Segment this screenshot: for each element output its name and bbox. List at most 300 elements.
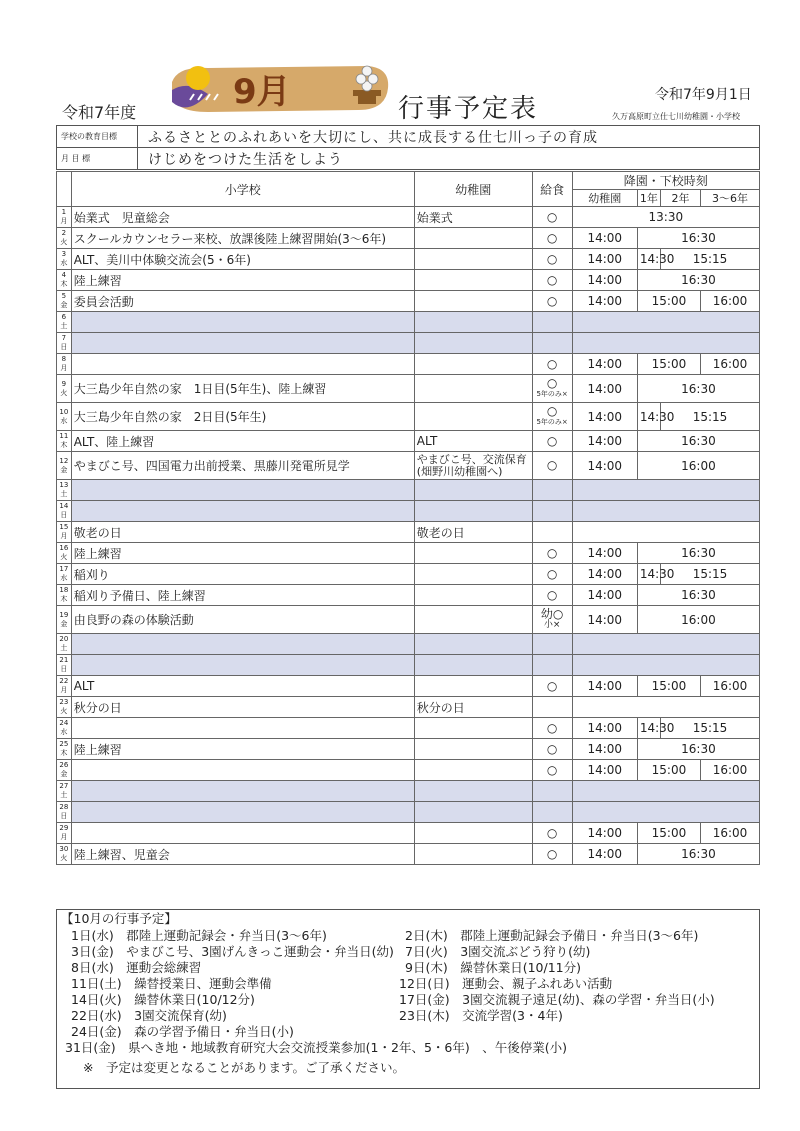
- lunch-cell: [532, 585, 572, 606]
- dismissal-time-kinder: 14:00: [572, 375, 637, 403]
- kindergarten-event-text: ALT: [416, 434, 438, 448]
- elementary-event: [71, 312, 414, 333]
- day-number: 29: [59, 824, 69, 832]
- weekday: 金: [60, 301, 68, 309]
- dismissal-g1-header: 1年: [637, 190, 660, 207]
- schedule-row: [57, 781, 760, 802]
- elementary-event: ALT、陸上練習: [71, 431, 414, 452]
- date-cell: [57, 354, 72, 375]
- elementary-event: 稲刈り予備日、陸上練習: [71, 585, 414, 606]
- lunch-mark: ○: [546, 251, 558, 266]
- weekday: 月: [60, 217, 68, 225]
- weekday: 水: [60, 728, 68, 736]
- lunch-note: 5年のみ×: [536, 417, 568, 426]
- elementary-header: 小学校: [71, 172, 414, 207]
- kindergarten-event: [414, 431, 532, 452]
- lunch-cell: [532, 634, 572, 655]
- date-header: [57, 172, 72, 207]
- kindergarten-event: [414, 501, 532, 522]
- lunch-cell: [532, 480, 572, 501]
- elementary-event: やまびこ号、四国電力出前授業、黒藤川発電所見学: [71, 452, 414, 480]
- date-cell: [57, 522, 72, 543]
- elementary-event: [71, 354, 414, 375]
- dismissal-time-g1: 14:30: [637, 249, 660, 270]
- date-cell: [57, 823, 72, 844]
- schedule-row: [57, 480, 760, 501]
- weekday: 金: [60, 770, 68, 778]
- date-cell: [57, 431, 72, 452]
- schedule-row: [57, 718, 760, 739]
- schedule-body: [57, 207, 760, 865]
- lunch-cell: [532, 431, 572, 452]
- elementary-event: 秋分の日: [71, 697, 414, 718]
- october-event: 31日(金) 県へき地・地域教育研究大会交流授業参加(1・2年、5・6年) 、午後停業(小): [65, 1040, 567, 1055]
- lunch-note: 小×: [543, 619, 561, 630]
- dismissal-time-grades: 16:00: [637, 452, 759, 480]
- dismissal-kinder-header: 幼稚園: [572, 190, 637, 207]
- day-number: 28: [59, 803, 69, 811]
- dismissal-time-grades: 16:30: [637, 543, 759, 564]
- dismissal-time-grades: 16:30: [637, 739, 759, 760]
- lunch-mark: 幼○: [540, 606, 564, 621]
- weekday: 月: [60, 833, 68, 841]
- elementary-event: 委員会活動: [71, 291, 414, 312]
- weekday: 土: [60, 490, 68, 498]
- dismissal-time-g26: 15:15: [661, 249, 760, 270]
- elementary-event: 大三島少年自然の家 2日目(5年生): [71, 403, 414, 431]
- dismissal-time-kinder: 14:00: [572, 823, 637, 844]
- dismissal-g2-header: 2年: [661, 190, 701, 207]
- weekday: 火: [60, 553, 68, 561]
- october-event: 14日(火) 繰替休業日(10/12分): [71, 992, 255, 1007]
- weekday: 火: [60, 854, 68, 862]
- schedule-row: [57, 655, 760, 676]
- day-number: 7: [61, 334, 67, 342]
- kindergarten-event: [414, 697, 532, 718]
- schedule-row: [57, 312, 760, 333]
- dismissal-time-grades: 16:30: [637, 270, 759, 291]
- weekday: 木: [60, 441, 68, 449]
- october-event: 11日(土) 繰替授業日、運動会準備: [71, 976, 272, 991]
- kindergarten-event: [414, 606, 532, 634]
- weekday: 木: [60, 280, 68, 288]
- month-title: 9月: [233, 72, 291, 112]
- lunch-cell: [532, 760, 572, 781]
- dismissal-time-kinder: 14:00: [572, 431, 637, 452]
- kindergarten-event: [414, 403, 532, 431]
- day-number: 16: [59, 544, 69, 552]
- lunch-cell: [532, 564, 572, 585]
- day-number: 3: [61, 250, 67, 258]
- lunch-mark: ○: [546, 458, 558, 472]
- dismissal-time-grades: 16:30: [637, 228, 759, 249]
- october-event: 9日(木) 繰替休業日(10/11分): [405, 960, 581, 975]
- schedule-row: [57, 802, 760, 823]
- month-goal: けじめをつけた生活をしよう: [138, 148, 760, 170]
- dismissal-g36-header: 3～6年: [700, 190, 759, 207]
- lunch-note: 5年のみ×: [536, 389, 568, 398]
- kindergarten-event: [414, 228, 532, 249]
- dismissal-time-g12: 15:00: [637, 760, 700, 781]
- weekday: 土: [60, 644, 68, 652]
- lunch-cell: [532, 781, 572, 802]
- dismissal-time-grades: 16:30: [637, 844, 759, 865]
- lunch-cell: [532, 718, 572, 739]
- dismissal-time-kinder: 14:00: [572, 676, 637, 697]
- october-event: 7日(火) 3園交流ぶどう狩り(幼): [405, 944, 591, 959]
- lunch-mark: ○: [546, 846, 558, 861]
- date-cell: [57, 312, 72, 333]
- lunch-mark: ○: [546, 230, 558, 245]
- weekday: 日: [60, 812, 68, 820]
- day-number: 18: [59, 586, 69, 594]
- kindergarten-event: [414, 543, 532, 564]
- date-cell: [57, 501, 72, 522]
- elementary-event: 大三島少年自然の家 1日目(5年生)、陸上練習: [71, 375, 414, 403]
- schedule-row: [57, 431, 760, 452]
- elementary-event: [71, 480, 414, 501]
- schedule-row: [57, 291, 760, 312]
- elementary-event: [71, 760, 414, 781]
- day-number: 26: [59, 761, 69, 769]
- elementary-event: ALT: [71, 676, 414, 697]
- lunch-cell: [532, 501, 572, 522]
- day-number: 5: [61, 292, 67, 300]
- dismissal-time-kinder: 14:00: [572, 606, 637, 634]
- dismissal-time-g36: 16:00: [700, 760, 759, 781]
- lunch-cell: [532, 543, 572, 564]
- weekday: 月: [60, 364, 68, 372]
- date-cell: [57, 375, 72, 403]
- october-event: 23日(木) 交流学習(3・4年): [399, 1008, 563, 1023]
- lunch-cell: [532, 249, 572, 270]
- elementary-event: [71, 655, 414, 676]
- day-number: 15: [59, 523, 69, 531]
- dismissal-time-kinder: 14:00: [572, 354, 637, 375]
- kindergarten-header: 幼稚園: [414, 172, 532, 207]
- dismissal-time-g36: 16:00: [700, 291, 759, 312]
- date-cell: [57, 291, 72, 312]
- page-title: 行事予定表: [398, 94, 539, 124]
- weekday: 月: [60, 686, 68, 694]
- elementary-event: スクールカウンセラー来校、放課後陸上練習開始(3～6年): [71, 228, 414, 249]
- elementary-event: 稲刈り: [71, 564, 414, 585]
- dismissal-time-g36: 16:00: [700, 676, 759, 697]
- weekday: 土: [60, 322, 68, 330]
- weekday: 月: [60, 532, 68, 540]
- lunch-cell: [532, 403, 572, 431]
- kindergarten-event-sub: (畑野川幼稚園へ): [416, 464, 503, 478]
- weekday: 水: [60, 259, 68, 267]
- change-notice: ※ 予定は変更となることがあります。ご了承ください。: [83, 1060, 405, 1075]
- dismissal-time-g12: 15:00: [637, 291, 700, 312]
- lunch-cell: [532, 291, 572, 312]
- dismissal-time-g26: 15:15: [661, 718, 760, 739]
- kindergarten-event: [414, 249, 532, 270]
- lunch-mark: ○: [546, 433, 558, 448]
- lunch-cell: [532, 739, 572, 760]
- document-date: 令和7年9月1日: [655, 87, 752, 103]
- weekday: 日: [60, 511, 68, 519]
- dismissal-time-empty: [572, 634, 759, 655]
- kindergarten-event: [414, 823, 532, 844]
- day-number: 1: [61, 208, 67, 216]
- date-cell: [57, 655, 72, 676]
- lunch-mark: ○: [546, 545, 558, 560]
- kindergarten-event: [414, 739, 532, 760]
- day-number: 23: [59, 698, 69, 706]
- date-cell: [57, 543, 72, 564]
- dismissal-time-grades: 16:00: [637, 606, 759, 634]
- date-cell: [57, 564, 72, 585]
- lunch-cell: [532, 270, 572, 291]
- october-events: [56, 909, 760, 1089]
- schedule-row: [57, 634, 760, 655]
- schedule-row: [57, 585, 760, 606]
- lunch-mark: ○: [546, 209, 558, 224]
- day-number: 21: [59, 656, 69, 664]
- kindergarten-event: [414, 844, 532, 865]
- lunch-cell: [532, 655, 572, 676]
- dismissal-time-g12: 15:00: [637, 354, 700, 375]
- dismissal-time-g36: 16:00: [700, 354, 759, 375]
- kindergarten-event: [414, 655, 532, 676]
- date-cell: [57, 634, 72, 655]
- schedule-row: [57, 760, 760, 781]
- schedule-row: [57, 697, 760, 718]
- schedule-row: [57, 564, 760, 585]
- dismissal-time-empty: [572, 312, 759, 333]
- day-number: 25: [59, 740, 69, 748]
- lunch-mark: ○: [546, 293, 558, 308]
- weekday: 金: [60, 619, 68, 628]
- day-number: 2: [61, 229, 67, 237]
- elementary-event: [71, 333, 414, 354]
- elementary-event: [71, 634, 414, 655]
- elementary-event: [71, 802, 414, 823]
- day-number: 14: [59, 502, 69, 510]
- october-event: 8日(水) 運動会総練習: [71, 960, 202, 975]
- dismissal-time-grades: 16:30: [637, 375, 759, 403]
- school-name: 久万高原町立仕七川幼稚園・小学校: [612, 112, 740, 121]
- kindergarten-event: [414, 333, 532, 354]
- elementary-event: 陸上練習: [71, 543, 414, 564]
- dismissal-time-grades: 16:30: [637, 585, 759, 606]
- lunch-cell: [532, 354, 572, 375]
- dismissal-time-g36: 16:00: [700, 823, 759, 844]
- dismissal-time-empty: [572, 655, 759, 676]
- date-cell: [57, 718, 72, 739]
- kindergarten-event: [414, 207, 532, 228]
- schedule-row: [57, 606, 760, 634]
- october-event: 3日(金) やまびこ号、3園げんきっこ運動会・弁当日(幼): [71, 944, 394, 959]
- elementary-event: [71, 718, 414, 739]
- elementary-event: 陸上練習、児童会: [71, 844, 414, 865]
- schedule-row: [57, 207, 760, 228]
- goals-table: [56, 125, 760, 170]
- day-number: 27: [59, 782, 69, 790]
- dismissal-time-empty: [572, 802, 759, 823]
- lunch-cell: [532, 844, 572, 865]
- elementary-event: [71, 501, 414, 522]
- kindergarten-event: [414, 480, 532, 501]
- date-cell: [57, 452, 72, 480]
- date-cell: [57, 844, 72, 865]
- dismissal-time-empty: [572, 501, 759, 522]
- dismissal-time: 13:30: [572, 207, 759, 228]
- lunch-mark: ○: [546, 825, 558, 840]
- day-number: 30: [59, 845, 69, 853]
- kindergarten-event: [414, 291, 532, 312]
- dismissal-time-kinder: 14:00: [572, 291, 637, 312]
- day-number: 12: [59, 456, 69, 465]
- schedule-row: [57, 249, 760, 270]
- school-goal: ふるさととのふれあいを大切にし、共に成長する仕七川っ子の育成: [138, 126, 760, 148]
- date-cell: [57, 802, 72, 823]
- date-cell: [57, 676, 72, 697]
- kindergarten-event-text: 敬老の日: [416, 525, 465, 540]
- october-event: 17日(金) 3園交流親子遠足(幼)、森の学習・弁当日(小): [399, 992, 715, 1007]
- weekday: 日: [60, 343, 68, 351]
- schedule-row: [57, 452, 760, 480]
- school-goal-label: 学校の教育目標: [57, 126, 138, 148]
- lunch-mark: ○: [546, 403, 558, 418]
- kindergarten-event: [414, 585, 532, 606]
- day-number: 4: [61, 271, 67, 279]
- day-number: 20: [59, 635, 69, 643]
- dismissal-time-kinder: 14:00: [572, 270, 637, 291]
- date-cell: [57, 207, 72, 228]
- october-event: 2日(木) 郡陸上運動記録会予備日・弁当日(3～6年): [405, 928, 699, 943]
- month-goal-label: 月 目 標: [57, 148, 138, 170]
- weekday: 日: [60, 665, 68, 673]
- date-cell: [57, 760, 72, 781]
- kindergarten-event: [414, 718, 532, 739]
- weekday: 火: [60, 388, 68, 397]
- lunch-mark: ○: [546, 741, 558, 756]
- dismissal-time-kinder: 14:00: [572, 452, 637, 480]
- kindergarten-event: [414, 802, 532, 823]
- elementary-event: 由良野の森の体験活動: [71, 606, 414, 634]
- dismissal-time-empty: [572, 697, 759, 718]
- date-cell: [57, 480, 72, 501]
- lunch-cell: [532, 802, 572, 823]
- kindergarten-event-text: 秋分の日: [416, 700, 465, 715]
- october-heading: 【10月の行事予定】: [61, 911, 177, 926]
- day-number: 10: [59, 407, 69, 416]
- kindergarten-event: [414, 676, 532, 697]
- lunch-cell: [532, 676, 572, 697]
- dismissal-time-g12: 15:00: [637, 676, 700, 697]
- date-cell: [57, 606, 72, 634]
- elementary-event: ALT、美川中体験交流会(5・6年): [71, 249, 414, 270]
- elementary-event: 始業式 児童総会: [71, 207, 414, 228]
- dismissal-header: 降園・下校時刻: [572, 172, 759, 190]
- day-number: 22: [59, 677, 69, 685]
- october-event: 1日(水) 郡陸上運動記録会・弁当日(3～6年): [71, 928, 327, 943]
- lunch-cell: [532, 333, 572, 354]
- schedule-row: [57, 228, 760, 249]
- dismissal-time-g26: 15:15: [661, 564, 760, 585]
- lunch-mark: ○: [546, 720, 558, 735]
- dismissal-time-empty: [572, 333, 759, 354]
- kindergarten-event-text: やまびこ号、交流保育: [416, 452, 527, 466]
- dismissal-time-kinder: 14:00: [572, 403, 637, 431]
- weekday: 火: [60, 707, 68, 715]
- schedule-row: [57, 739, 760, 760]
- lunch-mark: ○: [546, 272, 558, 287]
- october-event: 22日(水) 3園交流保育(幼): [71, 1008, 227, 1023]
- lunch-cell: [532, 207, 572, 228]
- date-cell: [57, 403, 72, 431]
- lunch-mark: ○: [546, 356, 558, 371]
- lunch-cell: [532, 697, 572, 718]
- kindergarten-event: [414, 760, 532, 781]
- dismissal-time-g26: 15:15: [661, 403, 760, 431]
- schedule-row: [57, 501, 760, 522]
- dismissal-time-grades: 16:30: [637, 431, 759, 452]
- kindergarten-event: [414, 375, 532, 403]
- weekday: 火: [60, 238, 68, 246]
- dismissal-time-g1: 14:30: [637, 403, 660, 431]
- kindergarten-event: [414, 270, 532, 291]
- date-cell: [57, 228, 72, 249]
- dismissal-time-kinder: 14:00: [572, 760, 637, 781]
- lunch-header: 給食: [532, 172, 572, 207]
- day-number: 19: [59, 610, 69, 619]
- october-event: 12日(日) 運動会、親子ふれあい活動: [399, 976, 613, 991]
- schedule-table: [56, 171, 760, 865]
- elementary-event: 陸上練習: [71, 739, 414, 760]
- dismissal-time-kinder: 14:00: [572, 228, 637, 249]
- schedule-row: [57, 522, 760, 543]
- kindergarten-event-text: 始業式: [416, 210, 453, 225]
- dismissal-time-empty: [572, 480, 759, 501]
- date-cell: [57, 333, 72, 354]
- dismissal-time-kinder: 14:00: [572, 585, 637, 606]
- date-cell: [57, 270, 72, 291]
- kindergarten-event: [414, 781, 532, 802]
- dismissal-time-g1: 14:30: [637, 718, 660, 739]
- day-number: 13: [59, 481, 69, 489]
- weekday: 木: [60, 595, 68, 603]
- lunch-cell: [532, 228, 572, 249]
- day-number: 6: [61, 313, 67, 321]
- weekday: 土: [60, 791, 68, 799]
- lunch-cell: [532, 606, 572, 634]
- dismissal-time-kinder: 14:00: [572, 739, 637, 760]
- lunch-mark: ○: [546, 587, 558, 602]
- weekday: 水: [60, 416, 68, 425]
- kindergarten-event: [414, 354, 532, 375]
- elementary-event: [71, 781, 414, 802]
- kindergarten-event: [414, 312, 532, 333]
- schedule-row: [57, 543, 760, 564]
- date-cell: [57, 697, 72, 718]
- lunch-mark: ○: [546, 762, 558, 777]
- day-number: 11: [59, 432, 69, 440]
- schedule-row: [57, 844, 760, 865]
- date-cell: [57, 585, 72, 606]
- date-cell: [57, 249, 72, 270]
- day-number: 9: [61, 379, 67, 388]
- dismissal-time-empty: [572, 522, 759, 543]
- schedule-row: [57, 375, 760, 403]
- elementary-event: 敬老の日: [71, 522, 414, 543]
- schedule-row: [57, 403, 760, 431]
- lunch-cell: [532, 522, 572, 543]
- dismissal-time-kinder: 14:00: [572, 543, 637, 564]
